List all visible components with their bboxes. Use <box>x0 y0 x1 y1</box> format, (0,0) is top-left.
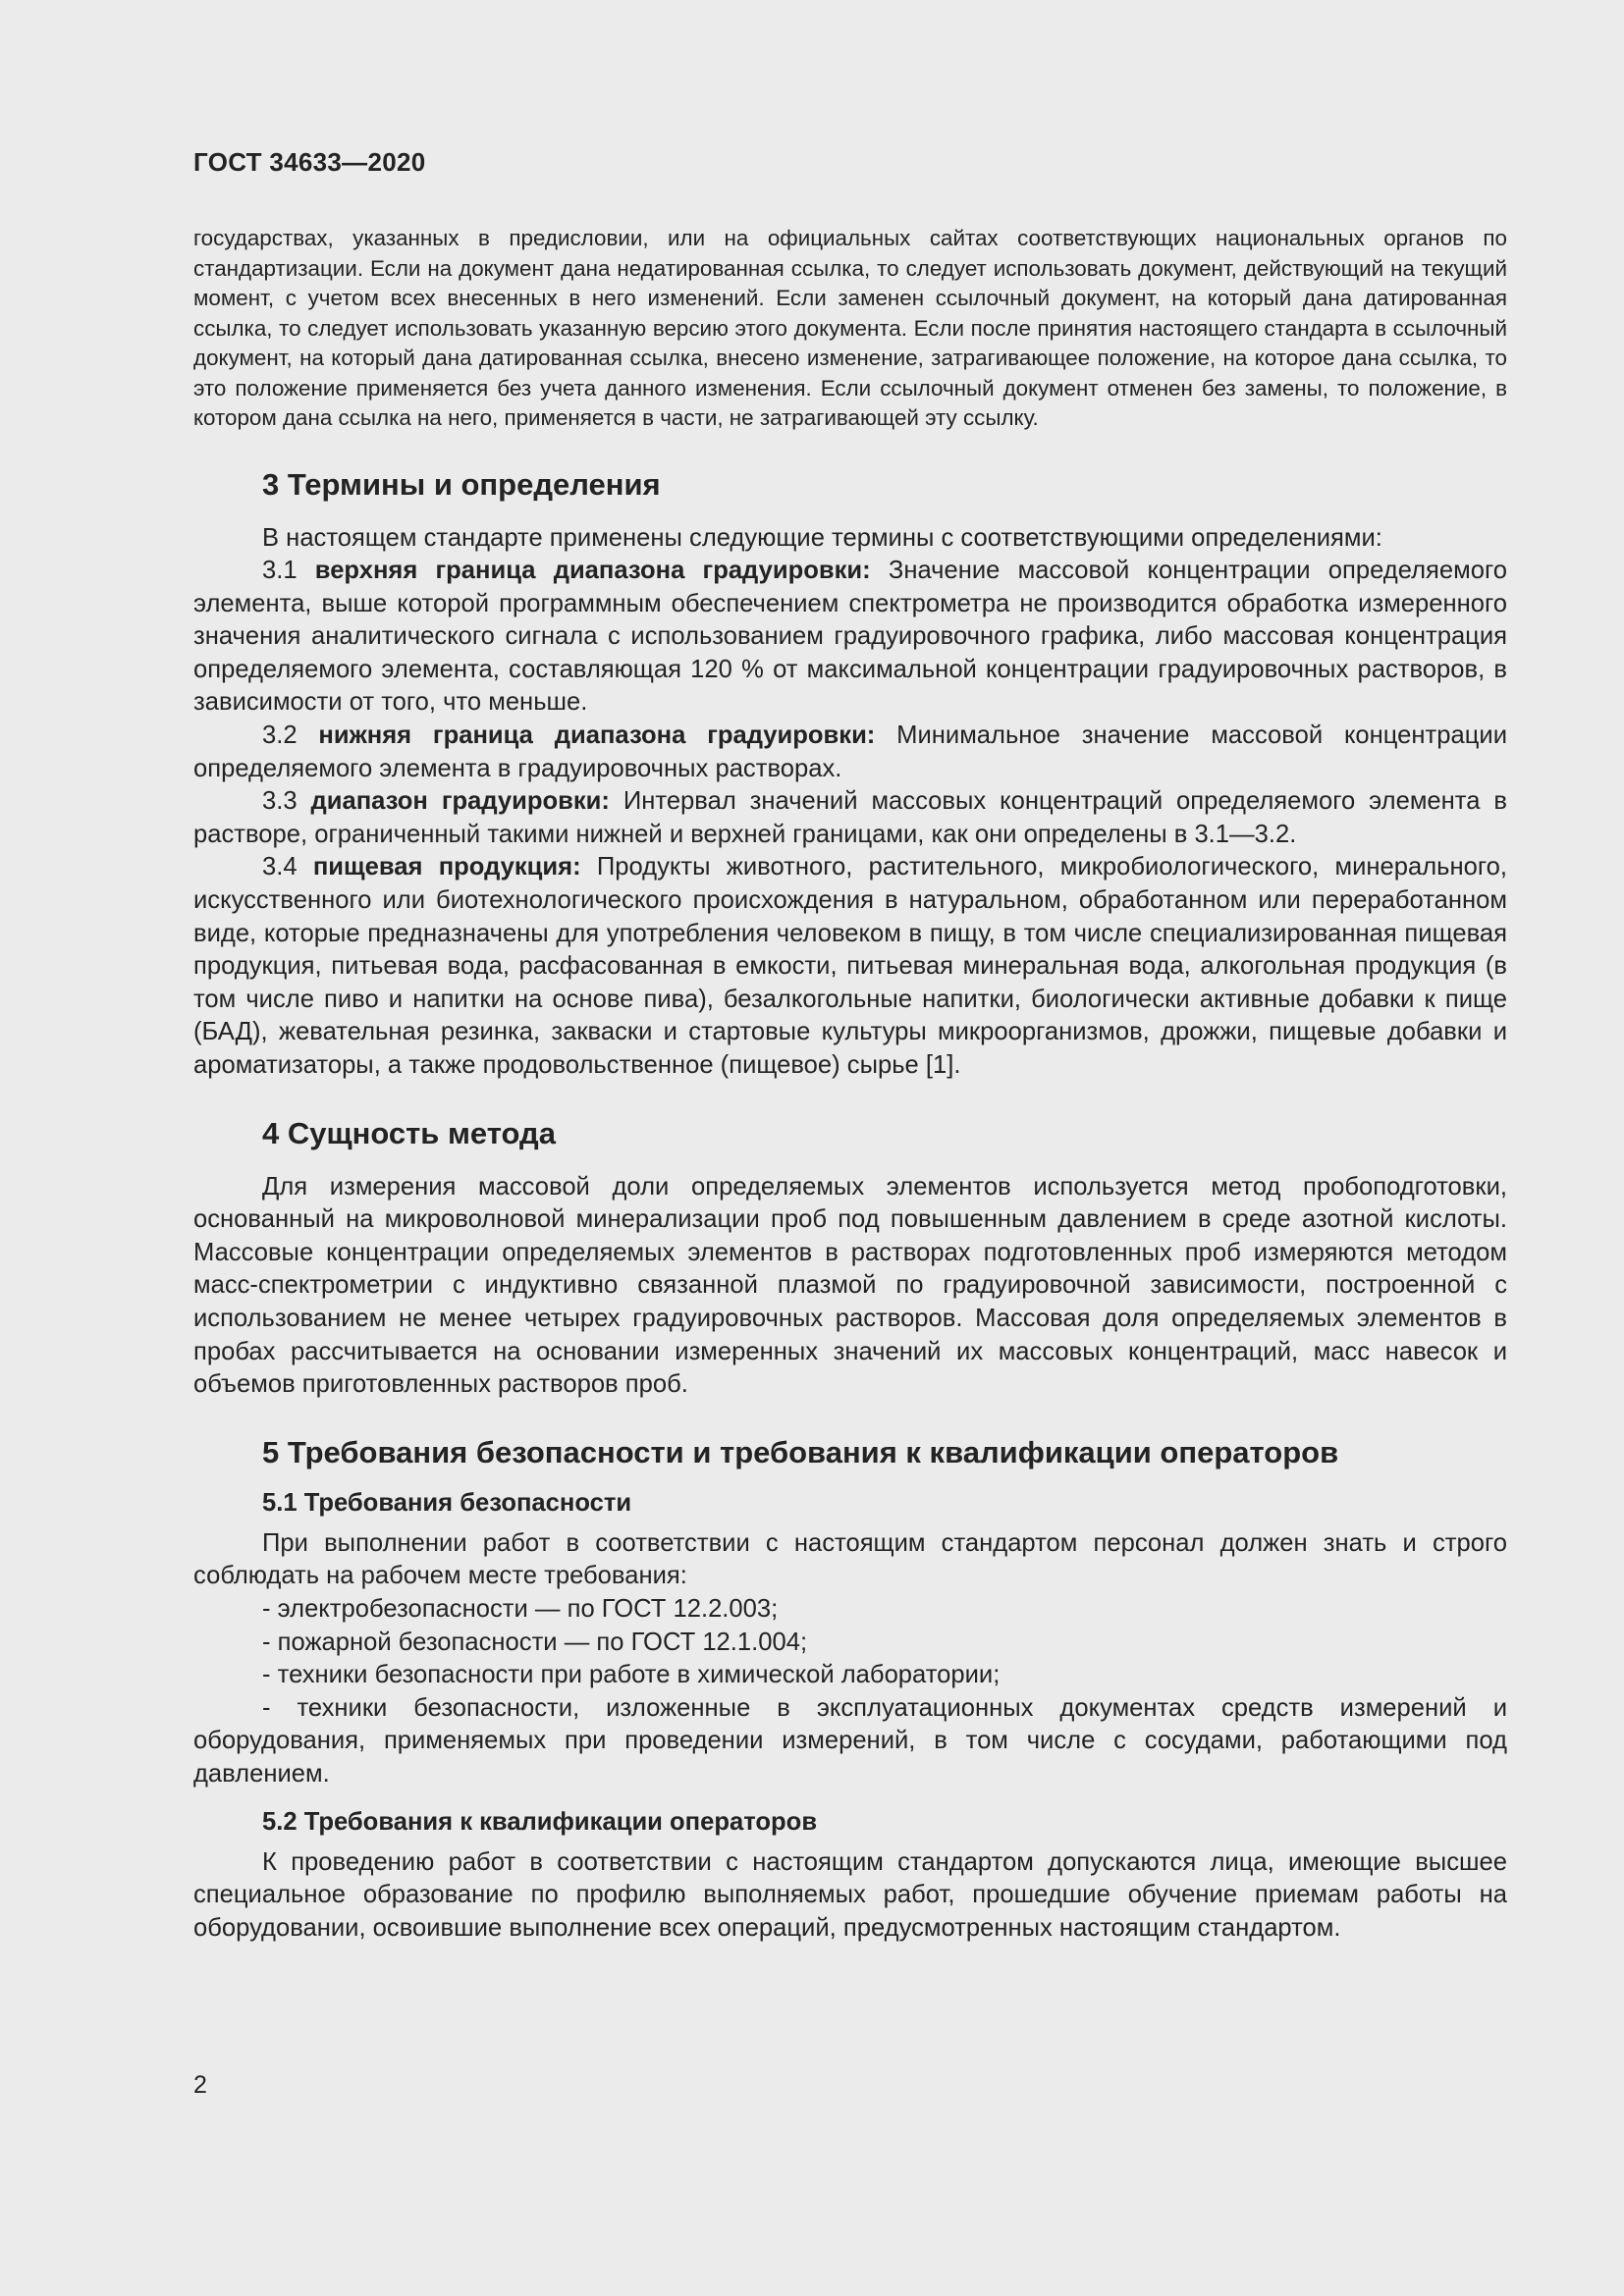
term-3-2 <box>193 720 1507 785</box>
document-code-header: ГОСТ 34633—2020 <box>193 147 426 177</box>
term-number: 3.1 <box>262 557 315 585</box>
section-5-heading: 5 Требования безопасности и требования к квалификации операторов <box>262 1434 1339 1469</box>
page-content <box>193 224 1507 1945</box>
requirement-list-item: - техники безопасности, изложенные в эксплуатационных документах средств измерений и оборудования, применяемых при проведении измерений, в том числе с сосудами, работающими под давлением. <box>193 1693 1507 1788</box>
section-5-1-lead: При выполнении работ в соответствии с настоящим стандартом персонал должен знать и строго соблюдать на рабочем месте требования: <box>193 1528 1507 1590</box>
term-title: нижняя граница диапазона градуировки: <box>318 721 876 750</box>
term-3-4 <box>193 851 1507 1082</box>
requirement-list-item: - пожарной безопасности — по ГОСТ 12.1.004; <box>262 1628 808 1656</box>
term-title: пищевая продукция: <box>312 853 581 881</box>
term-title: диапазон градуировки: <box>310 787 610 816</box>
term-number: 3.2 <box>262 721 319 750</box>
term-definition: Продукты животного, растительного, микробиологического, минерального, искусственного или биотехнологического происхождения в натуральном, обработанном или переработанном виде, которые предназначены для употребления человеком в пищу, в том числе специализированная пищевая продукция, питьевая вода, расфасованная в емкости, питьевая минеральная вода, алкогольная продукция (в том числе пиво и напитки на основе пива), безалкогольные напитки, биологически активные добавки к пище (БАД), жевательная резинка, закваски и стартовые культуры микроорганизмов, дрожжи, пищевые добавки и ароматизаторы, а также продовольственное (пищевое) сырье [1]. <box>193 853 1507 1079</box>
section-5-1-heading: 5.1 Требования безопасности <box>262 1488 632 1517</box>
section-4-text: Для измерения массовой доли определяемых элементов используется метод пробоподготовки, основанный на микроволновой минерализации проб под повышенным давлением в среде азотной кислоты. Массовые концентрации определяемых элементов в растворах подготовленных проб измеряются методом масс-спектрометрии с индуктивно связанной плазмой по градуировочной зависимости, построенной с использованием не менее четырех градуировочных растворов. Массовая доля определяемых элементов в пробах рассчитывается на основании измеренных значений их массовых концентраций, масс навесок и объемов приготовленных растворов проб. <box>193 1172 1507 1399</box>
term-number: 3.3 <box>262 787 311 816</box>
section-5-2-heading: 5.2 Требования к квалификации операторов <box>262 1807 818 1836</box>
term-number: 3.4 <box>262 853 313 881</box>
term-3-1 <box>193 555 1507 720</box>
page-number: 2 <box>193 2071 207 2099</box>
section-4-heading: 4 Сущность метода <box>262 1115 556 1150</box>
term-definition: Значение массовой концентрации определяемого элемента, выше которой программным обеспечением спектрометра не производится обработка измеренного значения аналитического сигнала с использованием градуировочного графика, либо массовая концентрация определяемого элемента, составляющая 120 % от максимальной концентрации градуировочных растворов, в зависимости от того, что меньше. <box>193 557 1507 717</box>
term-title: верхняя граница диапазона градуировки: <box>314 557 871 585</box>
term-definition: Интервал значений массовых концентраций определяемого элемента в растворе, ограниченный такими нижней и верхней границами, как они определены в 3.1—3.2. <box>193 787 1507 848</box>
section-5-2-text: К проведению работ в соответствии с настоящим стандартом допускаются лица, имеющие высшее специальное образование по профилю выполняемых работ, прошедшие обучение приемам работы на оборудовании, освоившие выполнение всех операций, предусмотренных настоящим стандартом. <box>193 1847 1507 1942</box>
term-definition: Минимальное значение массовой концентрации определяемого элемента в градуировочных растворах. <box>193 721 1507 782</box>
section-3-lead: В настоящем стандарте применены следующие термины с соответствующими определениями: <box>262 523 1382 552</box>
term-3-3 <box>193 785 1507 851</box>
intro-paragraph: государствах, указанных в предисловии, или на официальных сайтах соответствующих национальных органов по стандартизации. Если на документ дана недатированная ссылка, то следует использовать документ, действующий на текущий момент, с учетом всех внесенных в него изменений. Если заменен ссылочный документ, на который дана датированная ссылка, то следует использовать указанную версию этого документа. Если после принятия настоящего стандарта в ссылочный документ, на который дана датированная ссылка, внесено изменение, затрагивающее положение, на которое дана ссылка, то это положение применяется без учета данного изменения. Если ссылочный документ отменен без замены, то положение, в котором дана ссылка на него, применяется в части, не затрагивающей эту ссылку. <box>193 226 1507 430</box>
requirement-list-item: - техники безопасности при работе в химической лаборатории; <box>262 1661 1001 1689</box>
requirement-list-item: - электробезопасности — по ГОСТ 12.2.003; <box>262 1594 779 1623</box>
section-3-heading: 3 Термины и определения <box>262 466 661 502</box>
